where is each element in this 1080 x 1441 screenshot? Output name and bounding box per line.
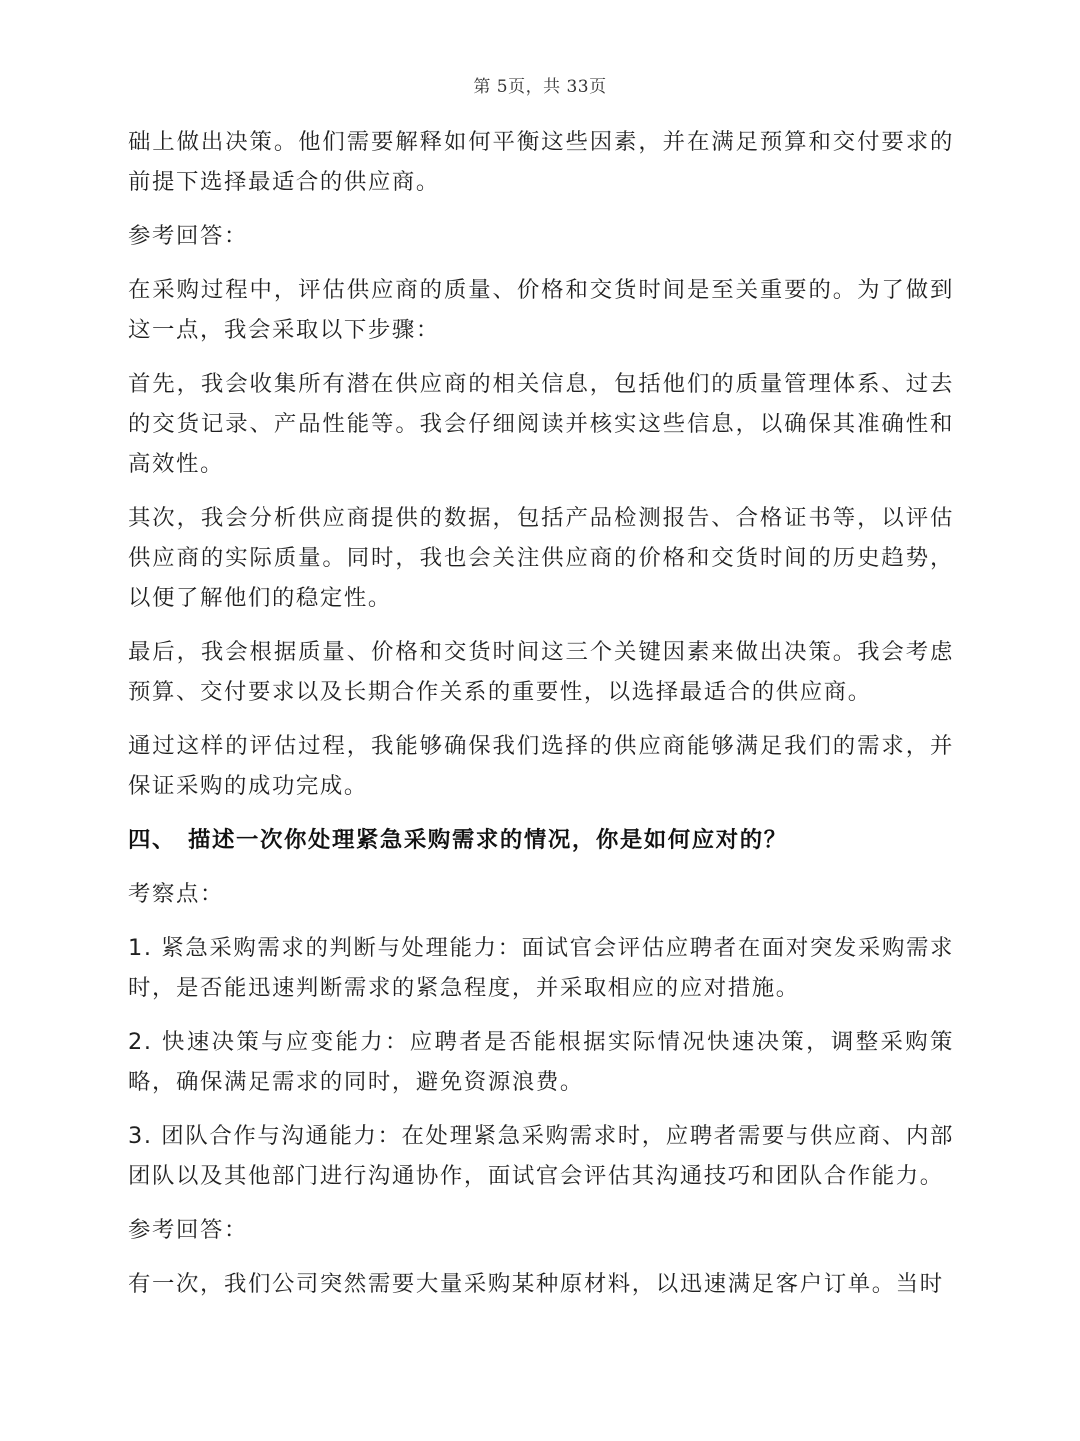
reference-answer-label: 参考回答： bbox=[128, 223, 248, 249]
section-heading bbox=[128, 820, 954, 860]
assessment-points-label: 考察点： bbox=[128, 881, 224, 907]
page-body bbox=[128, 122, 954, 1318]
reference-answer-label: 参考回答： bbox=[128, 1217, 248, 1243]
paragraph-continuation: 础上做出决策。他们需要解释如何平衡这些因素，并在满足预算和交付要求的前提下选择最适合的供应商。 bbox=[128, 129, 954, 195]
page-indicator: 第 5页，共 33页 bbox=[473, 77, 607, 97]
assessment-point-3: 3. 团队合作与沟通能力：在处理紧急采购需求时，应聘者需要与供应商、内部团队以及其他部门进行沟通协作，面试官会评估其沟通技巧和团队合作能力。 bbox=[128, 1123, 954, 1189]
section-number: 四、 bbox=[128, 827, 176, 853]
answer-step-second: 其次，我会分析供应商提供的数据，包括产品检测报告、合格证书等，以评估供应商的实际质量。同时，我也会关注供应商的价格和交货时间的历史趋势，以便了解他们的稳定性。 bbox=[128, 505, 954, 611]
answer-step-last: 最后，我会根据质量、价格和交货时间这三个关键因素来做出决策。我会考虑预算、交付要求以及长期合作关系的重要性，以选择最适合的供应商。 bbox=[128, 639, 954, 705]
answer-intro-paragraph: 在采购过程中，评估供应商的质量、价格和交货时间是至关重要的。为了做到这一点，我会采取以下步骤： bbox=[128, 277, 954, 343]
answer-step-first: 首先，我会收集所有潜在供应商的相关信息，包括他们的质量管理体系、过去的交货记录、产品性能等。我会仔细阅读并核实这些信息，以确保其准确性和高效性。 bbox=[128, 371, 954, 477]
assessment-point-1: 1. 紧急采购需求的判断与处理能力：面试官会评估应聘者在面对突发采购需求时，是否能迅速判断需求的紧急程度，并采取相应的应对措施。 bbox=[128, 935, 954, 1001]
answer-conclusion: 通过这样的评估过程，我能够确保我们选择的供应商能够满足我们的需求，并保证采购的成功完成。 bbox=[128, 733, 954, 799]
section-title: 描述一次你处理紧急采购需求的情况，你是如何应对的？ bbox=[188, 827, 788, 853]
answer-opening-paragraph: 有一次，我们公司突然需要大量采购某种原材料，以迅速满足客户订单。当时 bbox=[128, 1271, 944, 1297]
assessment-point-2: 2. 快速决策与应变能力：应聘者是否能根据实际情况快速决策，调整采购策略，确保满足需求的同时，避免资源浪费。 bbox=[128, 1029, 954, 1095]
